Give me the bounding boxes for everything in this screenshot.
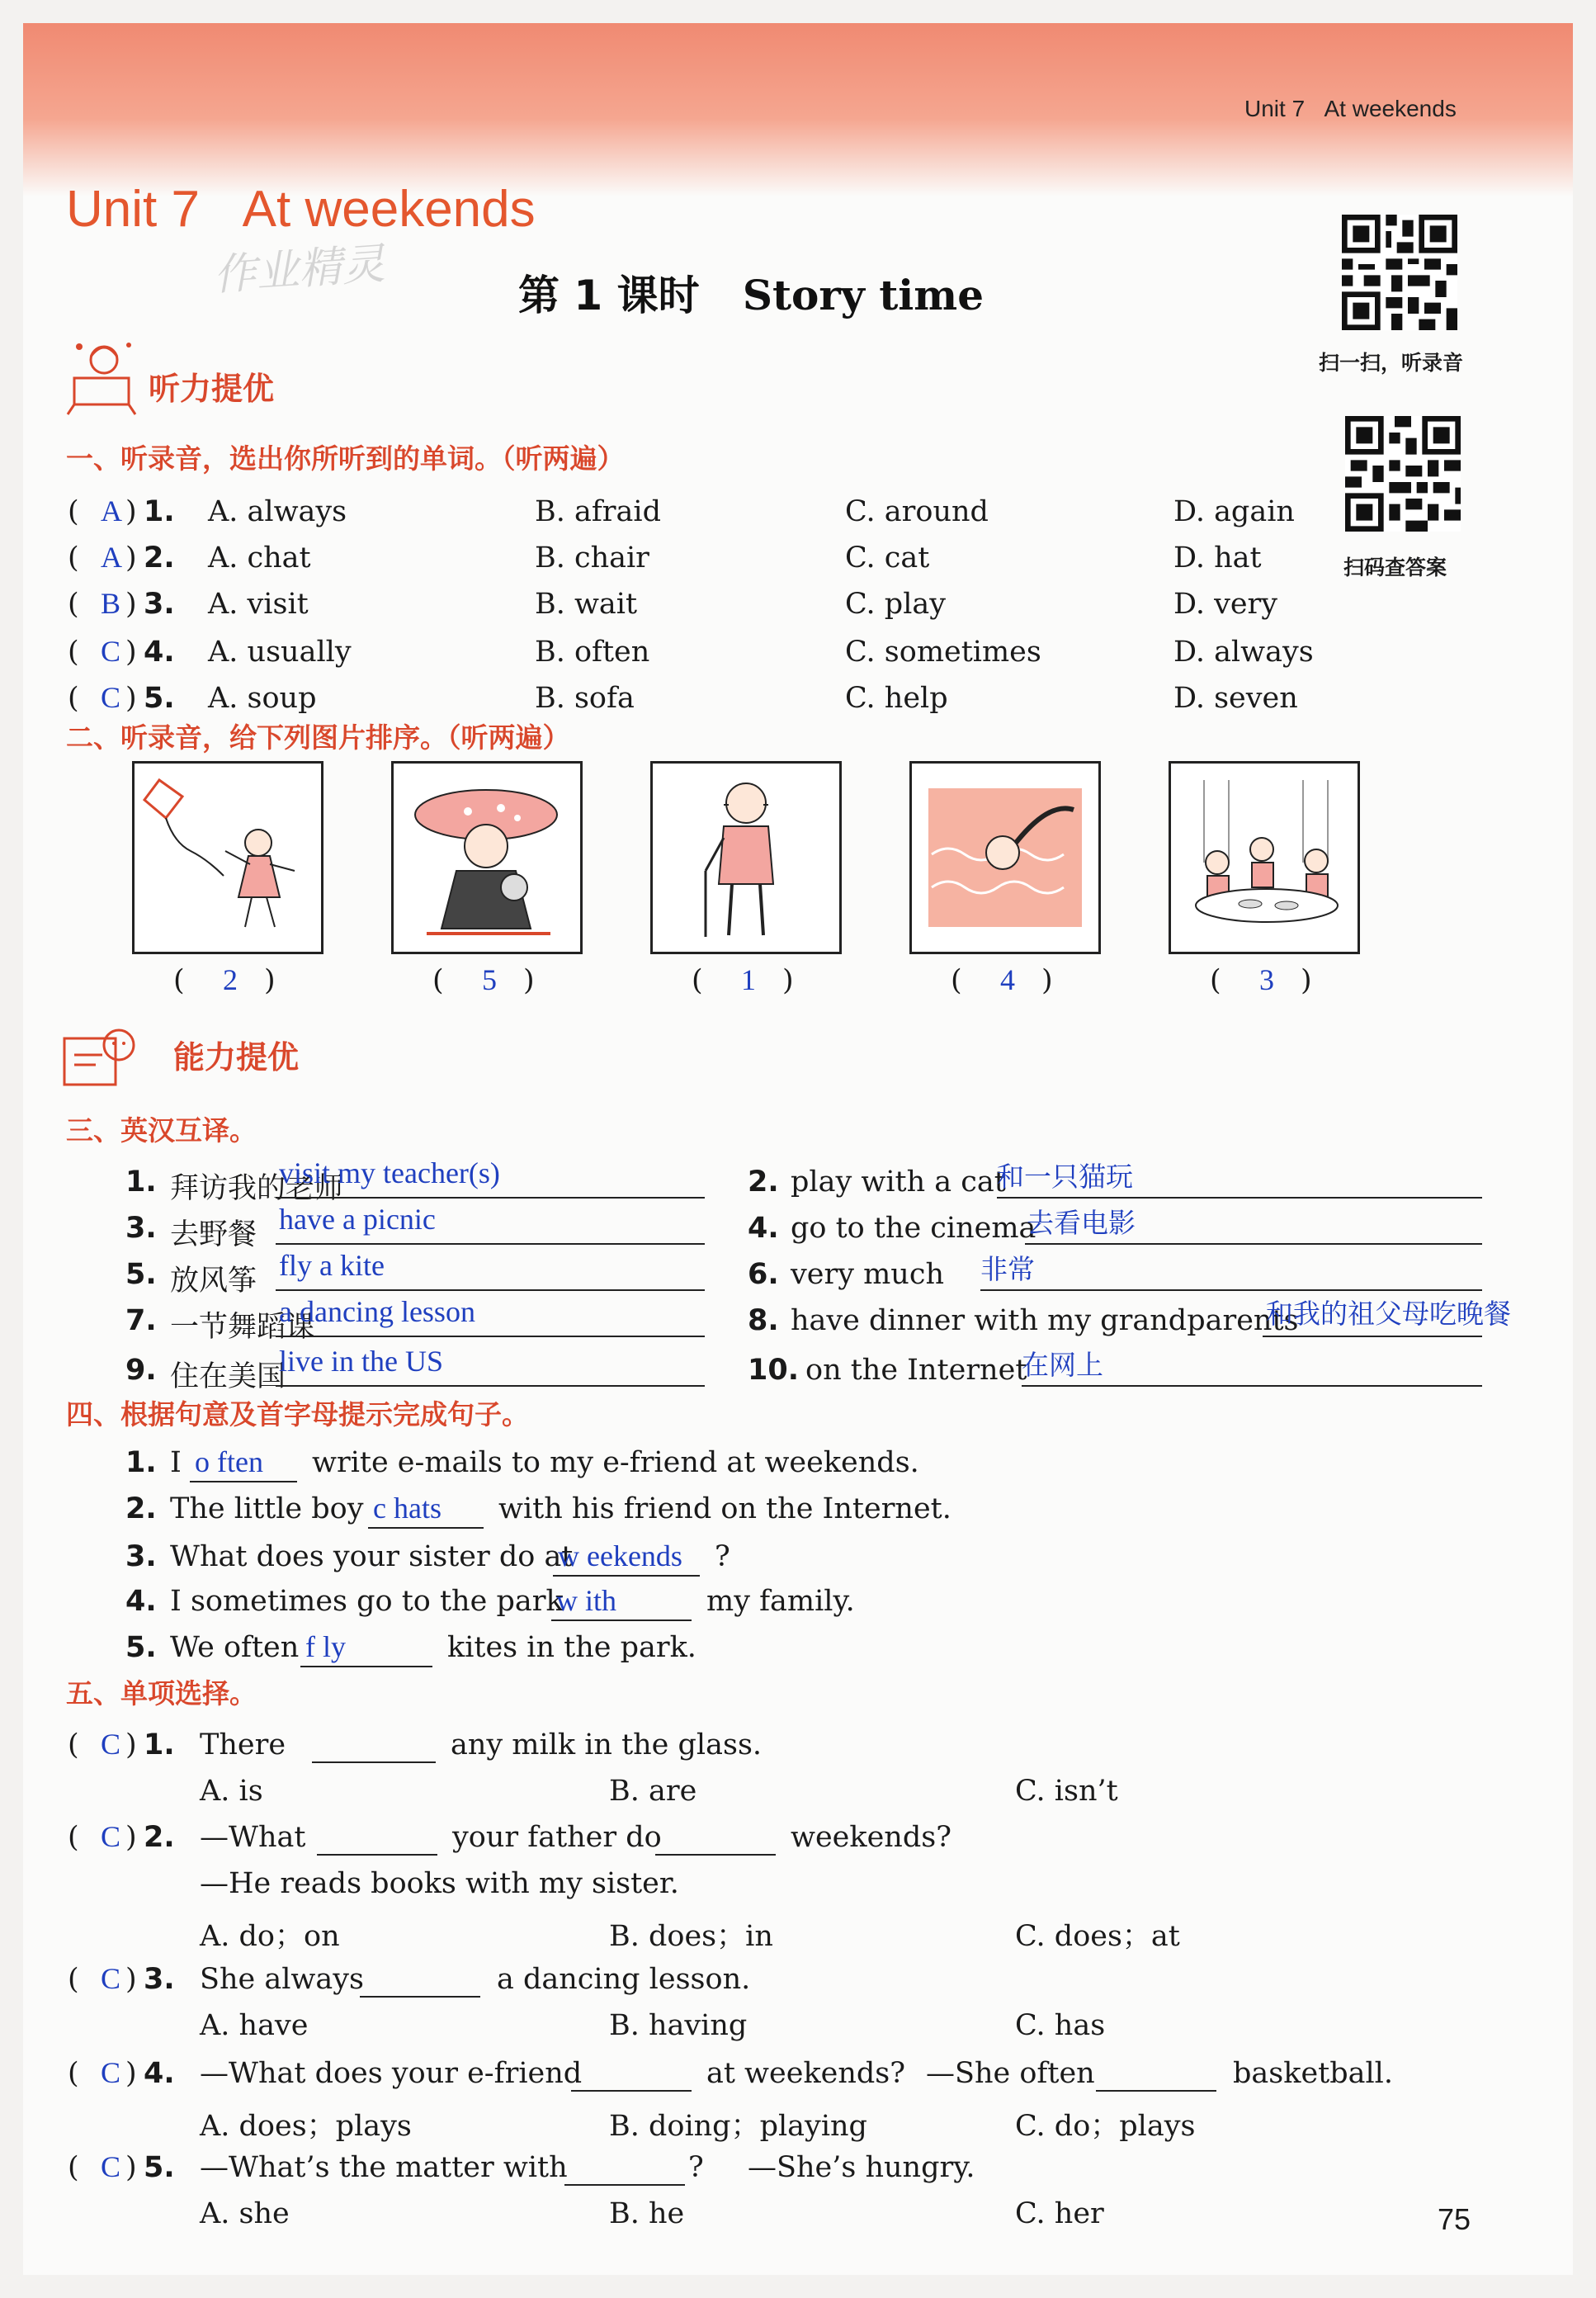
question-number: 7. [125, 1304, 157, 1337]
translate-prompt: play with a cat [791, 1166, 1006, 1199]
question-number: 9. [125, 1354, 157, 1387]
sentence-after: my family. [706, 1585, 855, 1618]
choice-bracket-open: ( [68, 2057, 79, 2090]
option-text: D. hat [1173, 541, 1262, 574]
choice-answer: A [101, 494, 122, 527]
qr-code-answers[interactable] [1345, 416, 1461, 532]
question-text: —What does your e-friend [200, 2057, 583, 2090]
translate-prompt: 住在美国 [170, 1360, 286, 1393]
question-text: She always [200, 1963, 364, 1996]
option-text: A. have [200, 2009, 309, 2042]
picture-order-answer: 2 [223, 963, 238, 996]
choice-bracket-open: ( [68, 682, 79, 715]
question-number: 5. [125, 1631, 157, 1664]
question-number: 5. [144, 2151, 175, 2184]
choice-bracket-close: ) [125, 588, 137, 621]
option-text: C. help [845, 682, 948, 715]
choice-bracket-open: ( [68, 495, 79, 528]
translate-prompt: very much [791, 1258, 944, 1291]
answer-blank-line [564, 2184, 685, 2186]
man-swimming-icon [912, 764, 1098, 952]
choice-answer: C [101, 1728, 121, 1761]
option-text: A. always [208, 495, 347, 528]
option-text: C. around [845, 495, 989, 528]
choice-bracket-close: ) [125, 1728, 137, 1761]
option-text: B. having [609, 2009, 748, 2042]
translate-answer: live in the US [279, 1345, 443, 1378]
option-text: B. afraid [535, 495, 661, 528]
question-number: 1. [144, 495, 175, 528]
choice-bracket-close: ) [125, 495, 137, 528]
qr-code-audio[interactable] [1342, 215, 1457, 330]
option-text: C. do；plays [1015, 2110, 1196, 2143]
choice-bracket-open: ( [68, 1728, 79, 1761]
choice-answer: C [101, 635, 121, 668]
choice-bracket-close: ) [125, 2057, 137, 2090]
question-text: —She often [926, 2057, 1095, 2090]
option-text: C. does；at [1015, 1920, 1180, 1953]
qr-caption-audio: 扫一扫，听录音 [1319, 351, 1464, 375]
picture-order-answer: 5 [482, 963, 497, 996]
choice-answer: B [101, 587, 121, 620]
answer-blank-line [276, 1336, 705, 1337]
picture-order-answer: 4 [1000, 963, 1015, 996]
question-text: —What’s the matter with [200, 2151, 568, 2184]
question-number: 3. [125, 1540, 157, 1573]
answer-blank-line [997, 1197, 1482, 1199]
part1-title: 一、听录音，选出你所听到的单词。（听两遍） [66, 442, 625, 475]
question-number: 1. [144, 1728, 175, 1761]
translate-answer: 和一只猫玩 [997, 1161, 1133, 1193]
translate-answer: 和我的祖父母吃晚餐 [1266, 1298, 1511, 1330]
question-text: any milk in the glass. [451, 1728, 763, 1761]
choice-bracket-close: ) [125, 2151, 137, 2184]
picture-bracket-open: ( [1210, 964, 1221, 997]
option-text: A. usually [208, 636, 352, 669]
choice-answer: C [101, 681, 121, 714]
watermark: 作业精灵 [211, 239, 387, 301]
question-number: 10. [748, 1354, 800, 1387]
option-text: D. always [1173, 636, 1314, 669]
answer-blank-line [1263, 1336, 1482, 1337]
question-text: a dancing lesson. [497, 1963, 751, 1996]
answer-blank-line [1096, 2090, 1216, 2092]
picture-bracket-open: ( [173, 964, 185, 997]
sentence-before: The little boy [170, 1492, 364, 1525]
page-number: 75 [1438, 2202, 1471, 2236]
question-text: —She’s hungry. [748, 2151, 975, 2184]
choice-answer: C [101, 1962, 121, 1995]
picture-bracket-close: ) [523, 964, 535, 997]
question-number: 6. [748, 1258, 779, 1291]
question-text: There [200, 1728, 286, 1761]
answer-blank-line [312, 1761, 436, 1763]
question-number: 1. [125, 1166, 157, 1199]
translate-prompt: on the Internet [805, 1354, 1027, 1387]
question-number: 2. [144, 1821, 175, 1854]
header-topic: At weekends [1324, 96, 1457, 121]
ability-mascot-icon [61, 1022, 145, 1091]
choice-bracket-close: ) [125, 1821, 137, 1854]
choice-bracket-open: ( [68, 636, 79, 669]
sentence-after: with his friend on the Internet. [498, 1492, 951, 1525]
option-text: C. play [845, 588, 947, 621]
header-unit: Unit 7 [1244, 96, 1306, 121]
option-text: B. chair [535, 541, 649, 574]
translate-answer: a dancing lesson [279, 1295, 475, 1328]
question-text: your father do [452, 1821, 662, 1854]
question-number: 5. [125, 1258, 157, 1291]
question-text: weekends? [791, 1821, 951, 1854]
question-number: 4. [125, 1585, 157, 1618]
picture-bracket-open: ( [692, 964, 703, 997]
option-text: C. sometimes [845, 636, 1041, 669]
option-text: B. does；in [609, 1920, 773, 1953]
fill-answer: w ith [556, 1584, 617, 1617]
unit-title: Unit 7 At weekends [66, 181, 536, 238]
option-text: B. are [609, 1775, 697, 1808]
choice-bracket-close: ) [125, 541, 137, 574]
listening-mascot-icon [63, 337, 139, 416]
question-number: 2. [144, 541, 175, 574]
option-text: D. very [1173, 588, 1278, 621]
answer-blank-line [980, 1289, 1482, 1291]
answer-blank-line [317, 1854, 437, 1856]
girl-flying-kite-icon [135, 764, 321, 952]
option-text: A. visit [208, 588, 309, 621]
translate-answer: fly a kite [279, 1249, 385, 1282]
question-number: 3. [144, 588, 175, 621]
picture-order-answer: 1 [741, 963, 756, 996]
picture-bracket-close: ) [782, 964, 794, 997]
sentence-after: ? [715, 1540, 730, 1573]
option-text: A. is [200, 1775, 263, 1808]
answer-blank-line [551, 1619, 692, 1621]
question-number: 2. [125, 1492, 157, 1525]
translate-prompt: 拜访我的老师 [170, 1172, 344, 1205]
fill-answer: o ften [195, 1445, 263, 1478]
sentence-after: write e-mails to my e-friend at weekends. [312, 1446, 919, 1479]
translate-answer: 在网上 [1022, 1349, 1103, 1381]
answer-blank-line [276, 1243, 705, 1245]
translate-answer: 非常 [980, 1253, 1035, 1285]
choice-bracket-close: ) [125, 1963, 137, 1996]
answer-blank-line [190, 1481, 297, 1482]
question-number: 3. [125, 1212, 157, 1245]
option-text: A. do；on [200, 1920, 340, 1953]
answer-blank-line [276, 1289, 705, 1291]
choice-bracket-close: ) [125, 682, 137, 715]
part4-title: 四、根据句意及首字母提示完成句子。 [66, 1398, 529, 1430]
running-header [1244, 96, 1457, 122]
option-text: A. soup [208, 682, 317, 715]
option-text: B. he [609, 2197, 685, 2230]
choice-bracket-open: ( [68, 1821, 79, 1854]
question-text: —He reads books with my sister. [200, 1867, 679, 1900]
fill-answer: c hats [373, 1492, 441, 1525]
option-text: B. wait [535, 588, 638, 621]
answer-blank-line [1025, 1243, 1482, 1245]
translate-prompt: have dinner with my grandparents [791, 1304, 1299, 1337]
question-number: 4. [144, 636, 175, 669]
choice-answer: C [101, 1820, 121, 1853]
question-text: ? [688, 2151, 704, 2184]
ability-heading: 能力提优 [173, 1039, 300, 1076]
translate-prompt: 去野餐 [170, 1218, 257, 1251]
answer-blank-line [1022, 1385, 1482, 1387]
option-text: A. does；plays [200, 2110, 412, 2143]
choice-answer: C [101, 2056, 121, 2089]
translate-answer: visit my teacher(s) [279, 1156, 500, 1189]
option-text: D. again [1173, 495, 1295, 528]
girl-with-hat-and-cat-icon [394, 764, 580, 952]
question-number: 1. [125, 1446, 157, 1479]
answer-blank-line [553, 1575, 700, 1577]
picture-bracket-open: ( [432, 964, 444, 997]
translate-prompt: 放风筝 [170, 1265, 257, 1298]
choice-bracket-close: ) [125, 636, 137, 669]
option-text: C. her [1015, 2197, 1104, 2230]
fill-answer: f ly [305, 1630, 346, 1663]
answer-blank-line [655, 1854, 776, 1856]
option-text: B. sofa [535, 682, 635, 715]
picture-bracket-close: ) [1041, 964, 1053, 997]
picture-girl-hat [391, 761, 583, 954]
lesson-title: 第 1 课时 Story time [518, 271, 985, 319]
option-text: C. cat [845, 541, 930, 574]
picture-order-answer: 3 [1259, 963, 1274, 996]
option-text: B. often [535, 636, 650, 669]
question-number: 5. [144, 682, 175, 715]
listening-heading: 听力提优 [149, 371, 275, 407]
option-text: C. isn’t [1015, 1775, 1118, 1808]
part3-title: 三、英汉互译。 [66, 1114, 257, 1147]
option-text: B. doing；playing [609, 2110, 867, 2143]
picture-kite [132, 761, 323, 954]
part2-title: 二、听录音，给下列图片排序。（听两遍） [66, 721, 570, 754]
sentence-before: What does your sister do at [170, 1540, 574, 1573]
translate-answer: 去看电影 [1027, 1207, 1136, 1239]
answer-blank-line [368, 1527, 484, 1529]
qr-caption-answers: 扫码查答案 [1343, 556, 1447, 579]
answer-blank-line [300, 1666, 432, 1667]
question-number: 4. [144, 2057, 175, 2090]
translate-prompt: 一节舞蹈课 [170, 1311, 315, 1344]
question-number: 3. [144, 1963, 175, 1996]
choice-bracket-open: ( [68, 588, 79, 621]
picture-dinner [1169, 761, 1360, 954]
translate-answer: have a picnic [279, 1203, 436, 1236]
answer-blank-line [360, 1996, 480, 1998]
picture-bracket-close: ) [264, 964, 276, 997]
picture-swimming [909, 761, 1101, 954]
old-man-with-cane-icon [653, 764, 839, 952]
option-text: A. she [200, 2197, 290, 2230]
picture-bracket-open: ( [951, 964, 962, 997]
question-text: at weekends? [706, 2057, 906, 2090]
answer-blank-line [276, 1385, 705, 1387]
part5-title: 五、单项选择。 [66, 1677, 257, 1709]
fill-answer: w eekends [558, 1539, 682, 1572]
choice-answer: C [101, 2150, 121, 2183]
question-number: 8. [748, 1304, 779, 1337]
choice-bracket-open: ( [68, 541, 79, 574]
option-text: A. chat [208, 541, 311, 574]
worksheet-page [23, 23, 1573, 2275]
question-number: 4. [748, 1212, 779, 1245]
question-number: 2. [748, 1166, 779, 1199]
option-text: D. seven [1173, 682, 1298, 715]
picture-bracket-close: ) [1301, 964, 1312, 997]
sentence-before: We often [170, 1631, 300, 1664]
answer-blank-line [571, 2090, 692, 2092]
answer-blank-line [276, 1197, 705, 1199]
choice-bracket-open: ( [68, 1963, 79, 1996]
option-text: C. has [1015, 2009, 1106, 2042]
sentence-before: I [170, 1446, 182, 1479]
picture-old-man [650, 761, 842, 954]
question-text: basketball. [1233, 2057, 1394, 2090]
question-text: —What [200, 1821, 306, 1854]
choice-bracket-open: ( [68, 2151, 79, 2184]
translate-prompt: go to the cinema [791, 1212, 1036, 1245]
sentence-before: I sometimes go to the park [170, 1585, 564, 1618]
family-dinner-icon [1171, 764, 1358, 952]
sentence-after: kites in the park. [447, 1631, 696, 1664]
choice-answer: A [101, 541, 122, 574]
